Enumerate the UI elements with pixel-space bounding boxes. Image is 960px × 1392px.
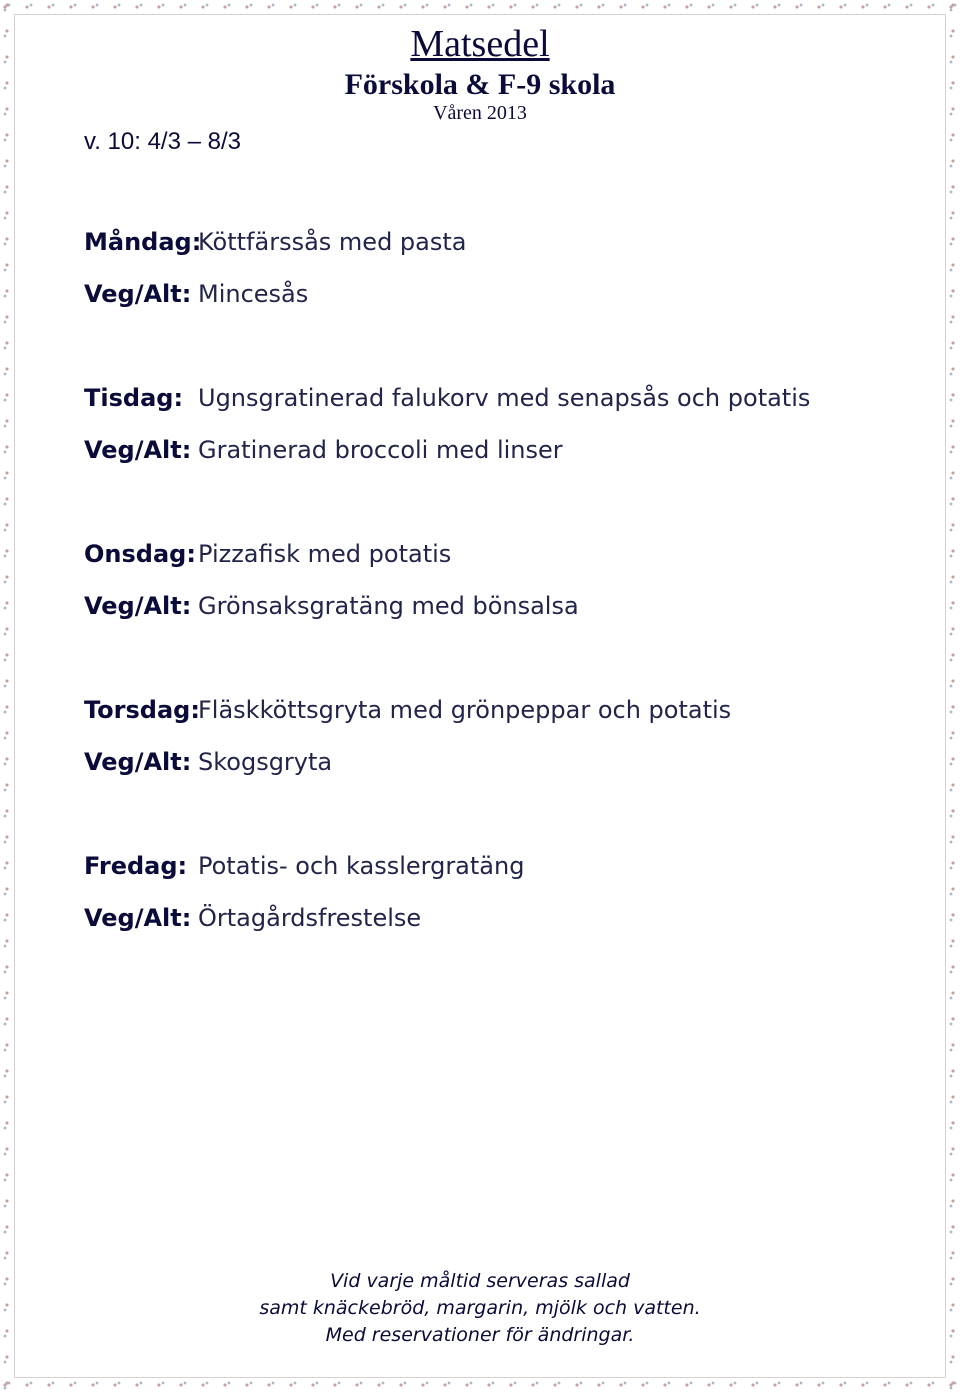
day-friday — [84, 852, 924, 956]
decorative-border-left — [0, 0, 14, 1392]
page-title: Matsedel — [410, 23, 550, 65]
term-label: Våren 2013 — [433, 102, 527, 124]
alt-dish-row — [84, 592, 924, 644]
day-monday — [84, 228, 924, 332]
alt-label: Veg/Alt: — [84, 436, 192, 464]
day-label: Torsdag: — [84, 696, 200, 724]
footer-line: samt knäckebröd, margarin, mjölk och vatten. — [259, 1297, 701, 1319]
alt-label: Veg/Alt: — [84, 592, 192, 620]
day-label: Onsdag: — [84, 540, 196, 568]
main-dish: Fläskköttsgryta med grönpeppar och potatis — [198, 696, 732, 724]
day-tuesday — [84, 384, 924, 488]
alt-label: Veg/Alt: — [84, 280, 192, 308]
main-dish-row — [84, 540, 924, 592]
main-dish-row — [84, 384, 924, 436]
footer-line: Med reservationer för ändringar. — [325, 1324, 635, 1346]
page-subtitle: Förskola & F-9 skola — [344, 68, 616, 101]
alt-dish-row — [84, 280, 924, 332]
day-label: Tisdag: — [84, 384, 184, 412]
alt-dish: Gratinerad broccoli med linser — [198, 436, 563, 464]
alt-label: Veg/Alt: — [84, 904, 192, 932]
main-dish: Ugnsgratinerad falukorv med senapsås och potatis — [198, 384, 811, 412]
weekly-menu — [84, 228, 924, 1008]
main-dish-row — [84, 852, 924, 904]
decorative-border-top — [0, 0, 960, 14]
footer-line: Vid varje måltid serveras sallad — [330, 1270, 630, 1292]
alt-dish-row — [84, 904, 924, 956]
main-dish: Potatis- och kasslergratäng — [198, 852, 525, 880]
day-thursday — [84, 696, 924, 800]
decorative-border-bottom — [0, 1378, 960, 1392]
week-label: v. 10: 4/3 – 8/3 — [84, 128, 241, 155]
footer-note — [0, 1268, 960, 1349]
main-dish-row — [84, 228, 924, 280]
main-dish: Köttfärssås med pasta — [198, 228, 467, 256]
day-wednesday — [84, 540, 924, 644]
alt-dish: Mincesås — [198, 280, 309, 308]
main-dish-row — [84, 696, 924, 748]
day-label: Fredag: — [84, 852, 188, 880]
alt-dish-row — [84, 436, 924, 488]
alt-dish: Skogsgryta — [198, 748, 333, 776]
alt-dish: Grönsaksgratäng med bönsalsa — [198, 592, 579, 620]
alt-label: Veg/Alt: — [84, 748, 192, 776]
decorative-border-right — [946, 0, 960, 1392]
day-label: Måndag: — [84, 228, 202, 256]
alt-dish-row — [84, 748, 924, 800]
alt-dish: Örtagårdsfrestelse — [198, 904, 422, 932]
main-dish: Pizzafisk med potatis — [198, 540, 452, 568]
